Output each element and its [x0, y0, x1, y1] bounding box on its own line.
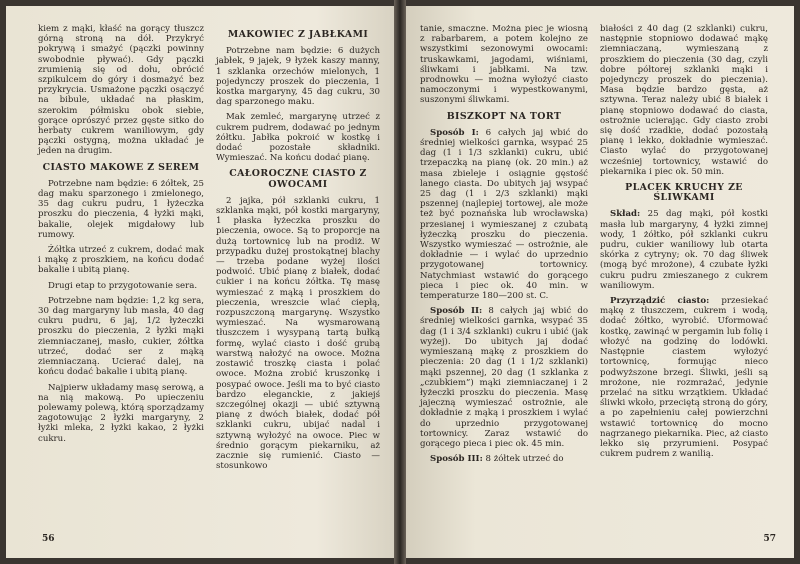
- paragraph-text: Najpierw układamy masę serową, a na nią makową. Po upieczeniu polewamy polewą, którą sporządzamy zagotowując 2 łyżki margaryny, 2 łyżki mleka, 2 łyżki kakao, 2 łyżki cukru.: [38, 382, 204, 444]
- paragraph: [600, 209, 768, 291]
- paragraph-text: 8 żółtek utrzeć do: [485, 454, 564, 465]
- paragraph-label: Sposób II:: [430, 306, 483, 317]
- book-gutter: [394, 0, 406, 564]
- paragraph-text: tanie, smaczne. Można piec je wiosną z rabarbarem, a potem kolejno ze wszystkimi sezonowymi owocami: truskawkami, jagodami, wiśniami, śliwkami i jabłkami. Na tzw. prodnowku — można wyłożyć ciasto namoczonymi i wypestkowanymi, suszonymi śliwkami.: [420, 24, 588, 106]
- paragraph-text: 8 całych jaj wbić do średniej wielkości garnka, wsypać 35 dag (1 i 3/4 szklanki) cukru i ubić (jak wyżej). Do ubitych jaj dodać wymieszaną mąkę z proszkiem do pieczenia: 20 dag (1 i 1/2 szklanki) mąki pszennej, 20 dag (1 szklanka z „czubkiem”) mąki ziemniaczanej i 2 łyżeczki proszku do pieczenia. Masę jajeczną wymieszać ostrożnie, ale dokładnie z mąką i proszkiem i wylać do uprzednio przygotowanej tortownicy. Zaraz wstawić do gorącego pieca i piec ok. 45 min.: [420, 306, 589, 449]
- paragraph: [216, 112, 380, 163]
- paragraph: [420, 128, 588, 301]
- paragraph-text: Potrzebne nam będzie: 1,2 kg sera, 30 dag margaryny lub masła, 40 dag cukru pudru, 6 jaj, 1/2 łyżeczki proszku do pieczenia, 2 łyżki mąki ziemniaczanej, masło, cukier, żółtka utrzeć, dodać ser z mąką ziemniaczaną. Ucierać dalej, na końcu dodać bakalie i ubitą pianę.: [38, 295, 204, 378]
- paragraph: [38, 296, 204, 378]
- paragraph: [600, 24, 768, 177]
- recipe-heading: MAKOWIEC Z JABŁKAMI: [227, 29, 369, 40]
- paragraph: [38, 383, 204, 444]
- paragraph: [216, 196, 380, 471]
- paragraph-label: Przyrządzić ciasto:: [610, 296, 710, 307]
- left-page-column-2: [216, 24, 380, 476]
- right-page: [406, 6, 794, 558]
- paragraph: [38, 179, 204, 240]
- recipe-heading: CAŁOROCZNE CIASTO Z OWOCAMI: [229, 168, 367, 190]
- paragraph-text: Mak zemleć, margarynę utrzeć z cukrem pudrem, dodawać po jednym żółtku. Jabłka pokroić w kostkę i dodać pozostałe składniki. Wymieszać. Na końcu dodać pianę.: [216, 112, 380, 164]
- paragraph-text: przesiekać mąkę z tłuszczem, cukrem i wodą, dodać żółtko, wyrobić. Uformować kostkę, zawinąć w pergamin lub folię i włożyć na godzinę do lodówki. Następnie ciastem wyłożyć tortownicę, formując nieco podwyższone brzegi. Śliwki, jeśli są mrożone, nie rozmrażać, jedynie przelać na sitku wrzątkiem. Układać śliwki wkoło, przeciętą stroną do góry, a po zapełnieniu całej powierzchni wstawić tortownicę do mocno nagrzanego piekarnika. Piec, aż ciasto lekko się przyrumieni. Posypać cukrem pudrem z wanilią.: [600, 296, 769, 460]
- paragraph-text: Potrzebne nam będzie: 6 dużych jabłek, 9 jajek, 9 łyżek kaszy manny, 1 szklanka orzechów mielonych, 1 pojedynczy proszek do pieczenia, 1 kostka margaryny, 45 dag cukru, 30 dag sparzonego maku.: [216, 46, 380, 108]
- recipe-heading: BISZKOPT NA TORT: [446, 110, 562, 122]
- paragraph-text: Żółtka utrzeć z cukrem, dodać mak i mąkę z proszkiem, na końcu dodać bakalie i ubitą pianę.: [38, 245, 204, 276]
- paragraph-label: Sposób I:: [430, 127, 479, 138]
- paragraph: [38, 245, 204, 276]
- paragraph: [38, 281, 204, 291]
- paragraph: [420, 454, 588, 464]
- page-number-left: 56: [42, 534, 55, 544]
- page-number-right: 57: [763, 534, 776, 544]
- paragraph: [38, 24, 204, 157]
- left-page-column-1: [38, 24, 204, 449]
- right-page-column-1: [420, 24, 588, 469]
- recipe-heading: CIASTO MAKOWE Z SEREM: [42, 161, 200, 173]
- recipe-heading: PLACEK KRUCHY ZE ŚLIWKAMI: [625, 182, 743, 204]
- paragraph-text: białości z 40 dag (2 szklanki) cukru, następnie stopniowo dodawać mąkę ziemniaczaną, wymieszaną z proszkiem do pieczenia (30 dag, czyli dobre półtorej szklanki mąki i pojedynczy proszek do pieczenia). Masa będzie bardzo gęsta, aż sztywna. Teraz należy ubić 8 białek i pianę stopniowo dodawać do ciasta, ostrożnie ucierając. Gdy ciasto zrobi się dość rzadkie, dodać pozostałą pianę i lekko, dokładnie wymieszać. Ciasto wylać do przygotowanej wcześniej tortownicy, wstawić do piekarnika i piec ok. 50 min.: [600, 24, 768, 177]
- paragraph-text: kiem z mąki, kłaść na gorący tłuszcz górną stroną na dół. Przykryć pokrywą i smażyć (pączki powinny swobodnie pływać). Gdy pączki zrumienią się od dołu, obrócić szpikulcem do góry i dosmażyć bez przykrycia. Usmażone pączki osączyć na bibule, układać na płaskim, szerokim półmisku obok siebie, gorące oprószyć przez gęste sitko do herbaty cukrem waniliowym, gdy pączki ostygną, można układać je jeden na drugim.: [38, 24, 204, 157]
- paragraph-text: 6 całych jaj wbić do średniej wielkości garnka, wsypać 25 dag (1 i 1/3 szklanki) cukru, ubić trzepaczką na pianę (ok. 20 min.) aż masa zbieleje i osiągnie gęstość lanego ciasta. Do ubitych jaj wsypać 25 dag (1 i 2/3 szklanki) mąki pszennej (najlepiej tortowej, ale może też być poznańska lub wrocławska) przesianej i wymieszanej z czubatą łyżeczką proszku do pieczenia. Wszystko wymieszać — ostrożnie, ale dokładnie — i wylać do uprzednio przygotowanej tortownicy. Natychmiast wstawić do gorącego pieca i piec ok. 40 min. w temperaturze 180—200 st. C.: [420, 127, 588, 302]
- paragraph-text: 25 dag mąki, pół kostki masła lub margaryny, 4 łyżki zimnej wody, 1 żółtko, pół szklanki cukru pudru, cukier waniliowy lub otarta skórka z cytryny; ok. 70 dag śliwek (mogą być mrożone), 4 czubate łyżki cukru pudru zmieszanego z cukrem waniliowym.: [600, 209, 768, 291]
- right-page-column-2: [600, 24, 768, 464]
- paragraph: [420, 306, 588, 449]
- paragraph-text: 2 jajka, pół szklanki cukru, 1 szklanka mąki, pół kostki margaryny, 1 płaska łyżeczka proszku do pieczenia, owoce. Są to proporcje na dużą tortownicę lub na prodiż. W przypadku dużej prostokątnej blachy — trzeba podane wyżej ilości podwoić. Ubić pianę z białek, dodać cukier i na końcu żółtka. Tę masę wymieszać z mąką i proszkiem do pieczenia, wreszcie wlać ciepłą, rozpuszczoną margarynę. Wszystko wymieszać. Na wysmarowaną tłuszczem i wysypaną tartą bułką formę, wylać ciasto i dość grubą warstwą nałożyć na owoce. Można zostawić troszkę ciasta i polać owoce. Można zrobić kruszonkę i posypać owoce. Jeśli ma to być ciasto bardzo eleganckie, z jakiejś szczególnej okazji — ubić sztywną pianę z dwóch białek, dodać pół szklanki cukru, ubijać nadal i sztywną wyłożyć na owoce. Piec w średnio gorącym piekarniku, aż zacznie się rumienić. Ciasto — stosunkowo: [216, 195, 380, 472]
- paragraph-label: Sposób III:: [430, 454, 483, 465]
- paragraph-text: Potrzebne nam będzie: 6 żółtek, 25 dag maku sparzonego i zmielonego, 35 dag cukru pudru, 1 łyżeczka proszku do pieczenia, 4 łyżki mąki, bakalie, olejek migdałowy lub rumowy.: [38, 178, 204, 240]
- paragraph-label: Skład:: [610, 209, 641, 220]
- left-page: [6, 6, 394, 558]
- paragraph: [420, 24, 588, 106]
- paragraph: [216, 46, 380, 107]
- paragraph-text: Drugi etap to przygotowanie sera.: [48, 280, 198, 291]
- paragraph: [600, 296, 768, 459]
